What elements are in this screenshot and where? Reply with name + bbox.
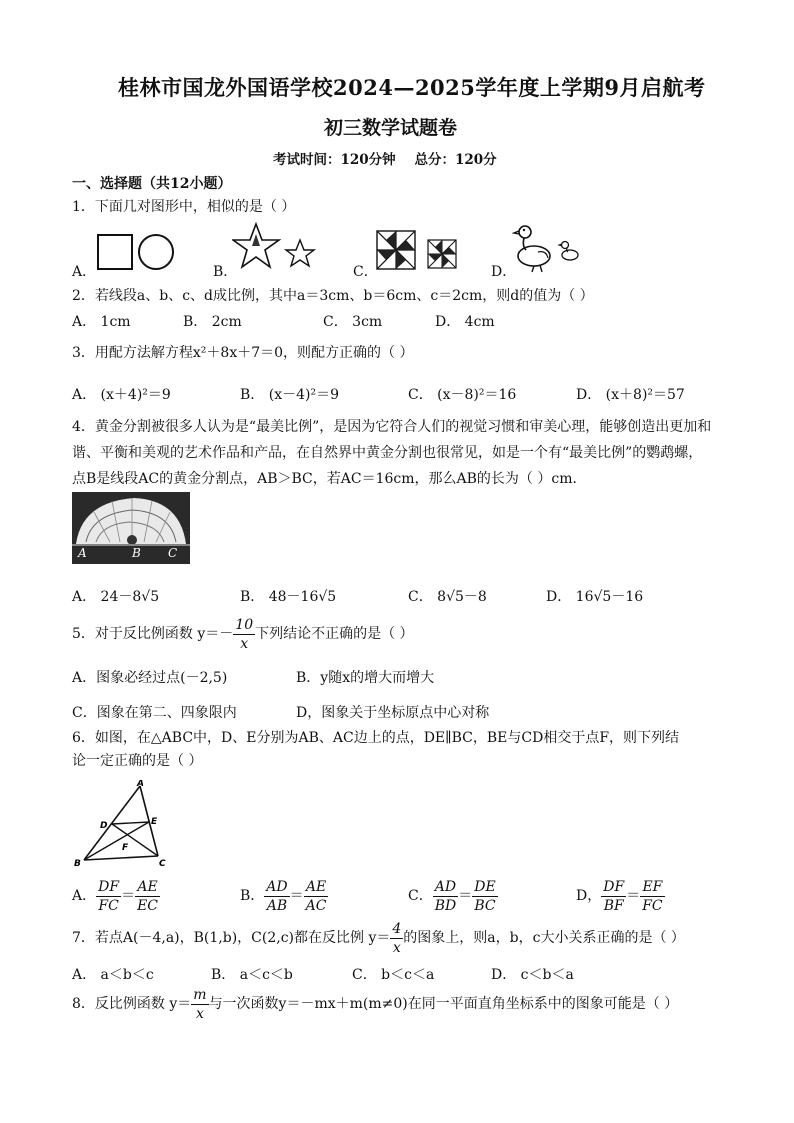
q5-stem-pre: 5．对于反比例函数 y＝－ xyxy=(72,626,234,642)
q1-figure-stars xyxy=(232,222,322,272)
q6-option-c xyxy=(408,876,498,916)
q6-option-d xyxy=(576,876,665,916)
q6-label-c: C xyxy=(159,859,166,869)
q6-d-den2: FC xyxy=(642,897,663,914)
q6-label-a: A xyxy=(137,780,144,789)
q7-frac-den: x xyxy=(392,939,401,956)
q3-option-a: A． (x＋4)²＝9 xyxy=(72,387,171,403)
q2-option-a: A． 1cm xyxy=(72,314,131,330)
q7-option-c: C． b＜c＜a xyxy=(352,967,435,983)
exam-subtitle: 初三数学试题卷 xyxy=(324,117,458,139)
q6-label-e: E xyxy=(151,817,158,827)
q3-option-b: B． (x－4)²＝9 xyxy=(240,387,339,403)
q4-option-b: B． 48－16√5 xyxy=(240,589,337,605)
q6-c-den1: BD xyxy=(434,897,457,914)
q5-stem-post: 下列结论不正确的是（ ） xyxy=(255,626,414,642)
q1-figure-ducks xyxy=(512,220,590,274)
q7-option-a: A． a＜b＜c xyxy=(72,967,154,983)
q8-stem xyxy=(72,984,678,1024)
q3-option-d: D． (x＋8)²＝57 xyxy=(576,387,685,403)
q5-frac-den: x xyxy=(240,635,249,652)
q5-option-d: D，图象关于坐标原点中心对称 xyxy=(296,705,490,721)
q6-a-prefix: A． xyxy=(72,888,97,904)
q8-frac-den: x xyxy=(195,1005,204,1022)
q1-option-d: D． xyxy=(491,264,517,280)
q7-option-d: D． c＜b＜a xyxy=(491,967,574,983)
q1-figure-square-circle xyxy=(96,232,178,272)
section-heading: 一、选择题（共12小题） xyxy=(72,176,232,192)
q6-label-d: D xyxy=(100,821,108,831)
q2-stem: 2．若线段a、b、c、d成比例，其中a＝3cm、b＝6cm、c＝2cm，则d的值为（ ） xyxy=(72,288,594,304)
q6-a-den2: EC xyxy=(137,897,159,914)
q3-stem: 3．用配方法解方程x²＋8x＋7＝0，则配方正确的（ ） xyxy=(72,345,414,361)
q8-fraction xyxy=(191,986,208,1023)
nautilus-label-c: C xyxy=(168,546,178,560)
nautilus-label-b: B xyxy=(132,546,141,560)
q6-c-num2: DE xyxy=(474,878,496,895)
q7-stem-post: 的图象上，则a，b，c大小关系正确的是（ ） xyxy=(403,930,685,946)
q6-c-num1: AD xyxy=(433,878,459,897)
q7-stem xyxy=(72,918,685,958)
q4-line-1: 4．黄金分割被很多人认为是“最美比例”，是因为它符合人们的视觉习惯和审美心理，能够创造出更加和 xyxy=(72,419,712,435)
q5-fraction xyxy=(233,616,255,653)
q6-c-prefix: C． xyxy=(408,888,433,904)
q8-stem-pre: 8．反比例函数 y＝ xyxy=(72,996,192,1012)
q6-option-a xyxy=(72,876,160,916)
q6-a-num1: DF xyxy=(98,878,120,895)
q2-option-d: D． 4cm xyxy=(435,314,495,330)
q6-triangle-figure xyxy=(70,780,174,870)
q8-stem-post: 与一次函数y＝－mx＋m(m≠0)在同一平面直角坐标系中的图象可能是（ ） xyxy=(208,996,679,1012)
q6-d-den1: BF xyxy=(603,897,624,914)
q8-frac-num: m xyxy=(193,986,207,1003)
q6-b-den2: AC xyxy=(305,897,327,914)
q3-option-c: C． (x－8)²＝16 xyxy=(408,387,517,403)
q5-frac-num: 10 xyxy=(235,616,254,633)
q7-stem-pre: 7．若点A(－4,a)，B(1,b)，C(2,c)都在反比例 y＝ xyxy=(72,930,391,946)
q1-figure-pinwheels xyxy=(374,228,464,272)
q2-option-c: C． 3cm xyxy=(323,314,383,330)
q1-stem: 1．下面几对图形中，相似的是（ ） xyxy=(72,199,296,215)
q6-line-1: 6．如图，在△ABC中，D、E分别为AB、AC边上的点，DE∥BC，BE与CD相交于点F，则下列结 xyxy=(72,730,680,746)
q6-d-prefix: D， xyxy=(576,888,602,904)
q6-d-num2: EF xyxy=(640,878,664,897)
exam-info: 考试时间：120分钟 总分：120分 xyxy=(273,152,497,168)
q6-b-den1: AB xyxy=(266,897,288,914)
q1-option-c: C． xyxy=(353,264,378,280)
q5-stem xyxy=(72,614,414,654)
exam-title: 桂林市国龙外国语学校2024—2025学年度上学期9月启航考 xyxy=(118,75,706,100)
q6-label-f: F xyxy=(122,843,129,853)
q7-fraction xyxy=(390,920,403,957)
q6-a-eq: ＝ xyxy=(121,888,136,904)
q5-option-c: C．图象在第二、四象限内 xyxy=(72,705,237,721)
q2-option-b: B． 2cm xyxy=(183,314,242,330)
q5-option-a: A．图象必经过点(－2,5) xyxy=(72,670,228,686)
q6-b-prefix: B． xyxy=(240,888,265,904)
q6-a-den1: FC xyxy=(98,897,119,914)
q6-c-den2: BC xyxy=(474,897,496,914)
q6-option-b xyxy=(240,876,328,916)
q4-option-d: D． 16√5－16 xyxy=(546,589,644,605)
q7-frac-num: 4 xyxy=(392,920,402,937)
q6-d-eq: ＝ xyxy=(626,888,641,904)
q5-option-b: B．y随x的增大而增大 xyxy=(296,670,435,686)
q6-d-num1: DF xyxy=(603,878,625,895)
q4-option-a: A． 24－8√5 xyxy=(72,589,160,605)
q1-option-a: A． xyxy=(72,264,97,280)
nautilus-label-a: A xyxy=(78,546,87,560)
q7-option-b: B． a＜c＜b xyxy=(211,967,293,983)
q6-label-b: B xyxy=(74,859,81,869)
nautilus-photo xyxy=(72,492,190,564)
q6-b-eq: ＝ xyxy=(289,888,304,904)
q6-c-eq: ＝ xyxy=(458,888,473,904)
q4-line-3: 点B是线段AC的黄金分割点，AB＞BC，若AC＝16cm，那么AB的长为（ ）cm． xyxy=(72,471,587,487)
q6-b-num2: AE xyxy=(304,878,329,897)
q1-option-b: B． xyxy=(213,264,238,280)
q4-option-c: C． 8√5－8 xyxy=(408,589,487,605)
q4-line-2: 谐、平衡和美观的艺术作品和产品，在自然界中黄金分割也很常见，如是一个有“最美比例”的鹦鹉螺， xyxy=(72,445,703,461)
q6-a-num2: AE xyxy=(135,878,160,897)
q6-line-2: 论一定正确的是（ ） xyxy=(72,753,203,769)
q6-b-num1: AD xyxy=(266,878,288,895)
